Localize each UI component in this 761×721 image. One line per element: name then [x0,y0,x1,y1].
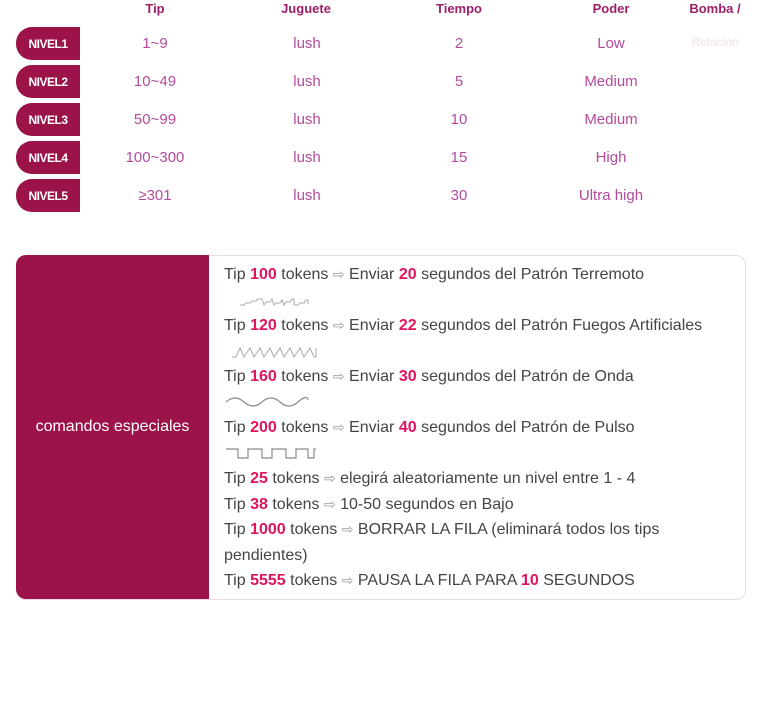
level-toy: lush [293,187,321,204]
seconds-amount: 10 [520,572,539,589]
level-power: High [595,149,627,166]
level-power: Low [597,35,625,52]
word-tip: Tip [224,368,246,385]
level-tip: 50~99 [133,111,177,128]
command-text: PAUSA LA FILA PARA [357,572,517,589]
earthquake-pattern-icon [224,288,314,312]
wave-pattern-row [224,390,734,416]
word-tokens: tokens [290,572,338,589]
seconds-amount: 30 [398,368,417,385]
level-time: 5 [454,73,464,90]
earthquake-pattern-row [224,288,734,314]
level-time: 30 [450,187,468,204]
level-tip: 100~300 [125,149,185,166]
header-rotation-faded: Rotación [691,35,739,49]
level-time: 10 [450,111,468,128]
arrow-icon: ⇨ [323,495,336,512]
word-tokens: tokens [272,470,320,487]
fireworks-pattern-icon [224,339,324,363]
level-power: Ultra high [578,187,644,204]
word-tip: Tip [224,572,246,589]
command-text-tail: SEGUNDOS [543,572,635,589]
word-tokens: tokens [281,317,329,334]
pulse-pattern-icon [224,441,324,465]
word-tip: Tip [224,419,246,436]
level-toy: lush [293,149,321,166]
level-power: Medium [584,73,638,90]
pulse-pattern-row [224,441,734,467]
level-row-5 [16,179,744,212]
arrow-icon: ⇨ [323,470,336,486]
command-text: segundos del Patrón de Onda [421,368,634,385]
level-tip: ≥301 [138,187,172,204]
command-earthquake [224,262,734,288]
arrow-icon: ⇨ [332,266,345,282]
arrow-icon: ⇨ [332,368,345,384]
level-time: 2 [454,35,464,52]
fireworks-pattern-row [224,339,734,365]
command-text: segundos del Patrón Terremoto [421,266,645,283]
level-badge: NIVEL3 [16,103,80,136]
header-toy: Juguete [281,1,331,16]
level-toy: lush [293,35,321,52]
command-pulse [224,415,734,441]
word-send: Enviar [349,419,395,436]
word-tokens: tokens [272,495,320,513]
level-row-3 [16,103,744,136]
arrow-icon: ⇨ [341,521,354,537]
header-tip: Tip [145,1,165,16]
level-badge: NIVEL5 [16,179,80,212]
word-tip: Tip [224,266,246,283]
level-power: Medium [584,111,638,128]
special-commands-label: comandos especiales [16,255,209,599]
word-send: Enviar [349,266,395,283]
level-toy: lush [293,111,321,128]
command-wave [224,364,734,390]
token-amount: 200 [250,419,277,436]
token-amount: 25 [250,470,268,487]
command-text: elegirá aleatoriamente un nivel entre 1 - 4 [340,470,636,487]
seconds-amount: 40 [398,419,417,436]
level-row-2 [16,65,744,98]
token-amount: 38 [250,495,268,513]
word-tip: Tip [224,317,246,334]
command-clear-queue [224,517,734,568]
arrow-icon: ⇨ [332,317,345,333]
arrow-icon: ⇨ [341,572,354,588]
command-pause-queue [224,568,734,594]
special-commands-list [224,262,734,594]
token-amount: 100 [250,266,277,283]
level-badge: NIVEL4 [16,141,80,174]
wave-pattern-icon [224,390,314,414]
command-text: segundos del Patrón Fuegos Artificiales [421,317,703,334]
word-tokens: tokens [281,419,329,436]
token-amount: 5555 [250,572,286,589]
command-text: segundos del Patrón de Pulso [421,419,635,436]
level-badge: NIVEL2 [16,65,80,98]
seconds-amount: 22 [398,317,417,334]
command-text: 10-50 segundos en Bajo [340,495,514,513]
word-tip: Tip [224,521,246,538]
word-send: Enviar [349,368,395,385]
command-low [224,492,734,518]
level-toy: lush [293,73,321,90]
word-send: Enviar [349,317,395,334]
level-row-1 [16,27,744,60]
token-amount: 1000 [250,521,286,538]
level-tip: 1~9 [142,35,168,52]
level-badge: NIVEL1 [16,27,80,60]
level-row-4 [16,141,744,174]
word-tokens: tokens [281,266,329,283]
word-tip: Tip [224,495,246,513]
command-random-level [224,466,734,492]
token-amount: 120 [250,317,277,334]
header-time: Tiempo [436,1,482,16]
header-power: Poder [592,1,630,16]
word-tokens: tokens [290,521,338,538]
word-tip: Tip [224,470,246,487]
command-text: BORRAR LA FILA (eliminará todos los tips pendientes) [224,521,660,564]
token-amount: 160 [250,368,277,385]
seconds-amount: 20 [398,266,417,283]
level-time: 15 [450,149,468,166]
word-tokens: tokens [281,368,329,385]
level-tip: 10~49 [133,73,177,90]
arrow-icon: ⇨ [332,419,345,435]
command-fireworks [224,313,734,339]
header-bomb: Bomba / [689,1,741,16]
